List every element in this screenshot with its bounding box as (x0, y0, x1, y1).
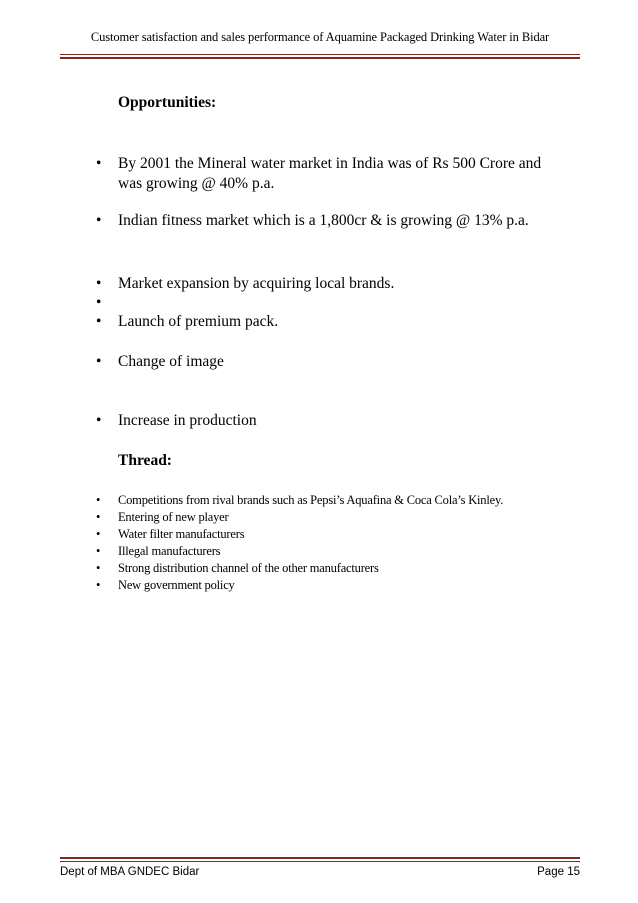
threat-text: Entering of new player (118, 510, 229, 524)
footer-department: Dept of MBA GNDEC Bidar (60, 866, 200, 878)
footer-page-number: Page 15 (537, 866, 580, 878)
footer-rule-top (60, 857, 580, 859)
header-rule-bottom (60, 57, 580, 59)
bullet-icon: • (96, 155, 102, 172)
page-header: Customer satisfaction and sales performance of Aquamine Packaged Drinking Water in Bidar (90, 30, 550, 44)
bullet-icon: • (96, 544, 101, 558)
bullet-icon: • (96, 294, 102, 311)
footer-rule-bottom (60, 861, 580, 862)
bullet-icon: • (96, 578, 101, 592)
bullet-icon: • (96, 493, 101, 507)
bullet-icon: • (96, 353, 102, 370)
opportunities-heading: Opportunities: (118, 94, 217, 111)
threat-text: Strong distribution channel of the other manufacturers (118, 561, 379, 575)
bullet-icon: • (96, 561, 101, 575)
bullet-icon: • (96, 527, 101, 541)
opportunity-text: By 2001 the Mineral water market in India was of Rs 500 Crore and was growing @ 40% p.a. (118, 155, 542, 192)
opportunity-text: Indian fitness market which is a 1,800cr & is growing @ 13% p.a. (118, 212, 529, 229)
bullet-icon: • (96, 313, 102, 330)
threat-text: Competitions from rival brands such as Pepsi’s Aquafina & Coca Cola’s Kinley. (118, 493, 504, 507)
bullet-icon: • (96, 275, 102, 292)
opportunity-text: Launch of premium pack. (118, 313, 279, 330)
bullet-icon: • (96, 212, 102, 229)
opportunity-text: Increase in production (118, 412, 257, 429)
threat-text: New government policy (118, 578, 235, 592)
threat-text: Illegal manufacturers (118, 544, 221, 558)
threat-text: Water filter manufacturers (118, 527, 245, 541)
bullet-icon: • (96, 510, 101, 524)
threats-heading: Thread: (118, 452, 172, 469)
bullet-icon: • (96, 412, 102, 429)
header-rule-top (60, 54, 580, 55)
opportunity-text: Change of image (118, 353, 224, 370)
opportunity-text: Market expansion by acquiring local brands. (118, 275, 395, 292)
